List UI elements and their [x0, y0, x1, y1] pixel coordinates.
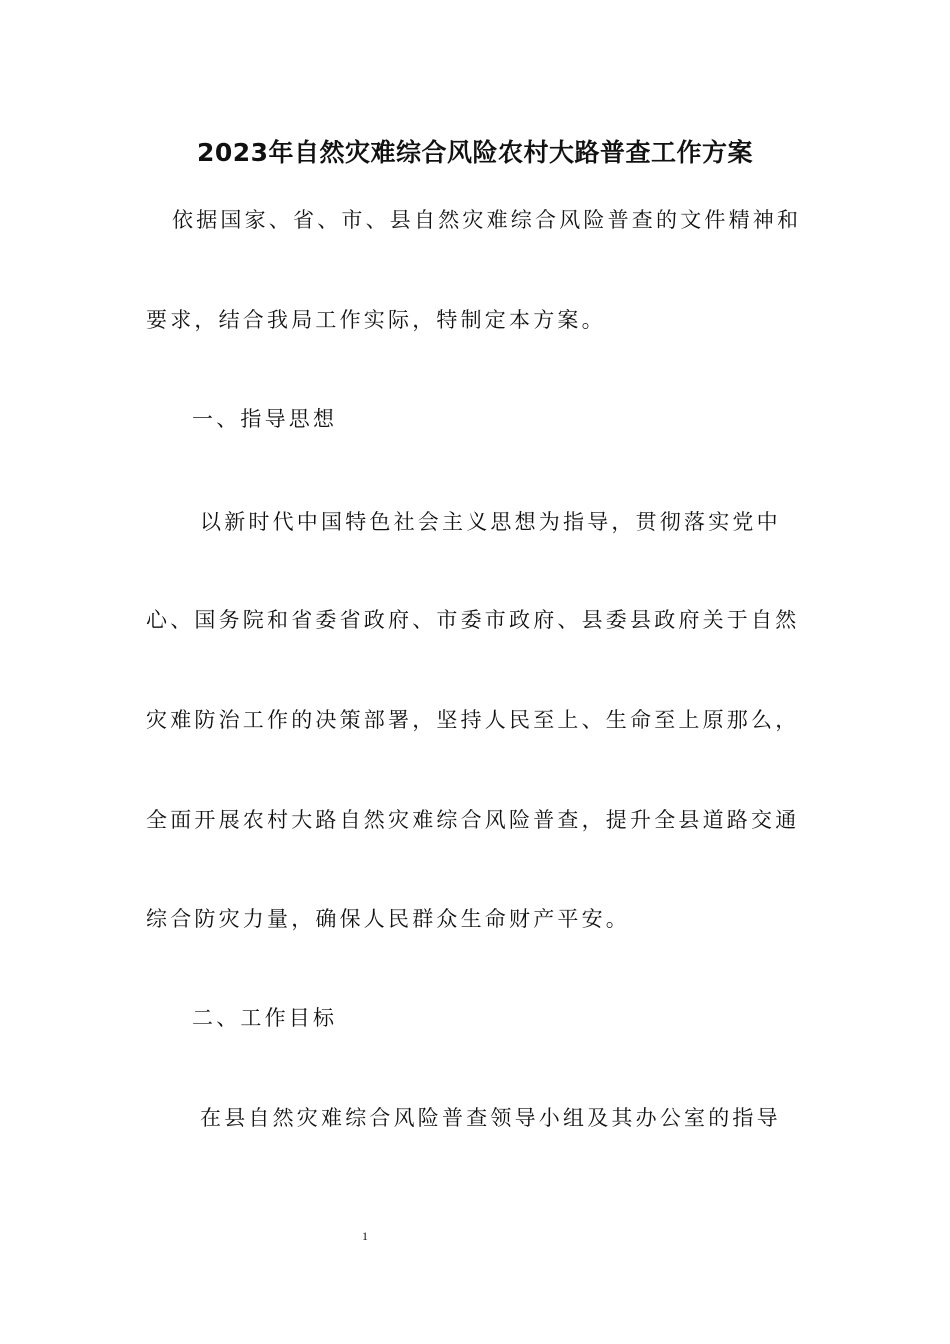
paragraph-line: 在县自然灾难综合风险普查领导小组及其办公室的指导 [200, 1106, 781, 1130]
paragraph-line: 要求，结合我局工作实际，特制定本方案。 [146, 308, 606, 332]
document-title: 2023年自然灾难综合风险农村大路普查工作方案 [196, 138, 754, 167]
paragraph-line: 心、国务院和省委省政府、市委市政府、县委县政府关于自然 [146, 608, 800, 632]
paragraph-line: 灾难防治工作的决策部署，坚持人民至上、生命至上原那么， [146, 708, 800, 732]
paragraph-line: 综合防灾力量，确保人民群众生命财产平安。 [146, 907, 630, 931]
page-number: 1 [362, 1229, 368, 1243]
paragraph-line: 以新时代中国特色社会主义思想为指导，贯彻落实党中 [200, 510, 781, 534]
paragraph-line: 依据国家、省、市、县自然灾难综合风险普查的文件精神和 [172, 208, 802, 232]
section-heading: 一、指导思想 [192, 407, 338, 431]
section-heading: 二、工作目标 [192, 1006, 338, 1030]
paragraph-line: 全面开展农村大路自然灾难综合风险普查，提升全县道路交通 [146, 808, 800, 832]
